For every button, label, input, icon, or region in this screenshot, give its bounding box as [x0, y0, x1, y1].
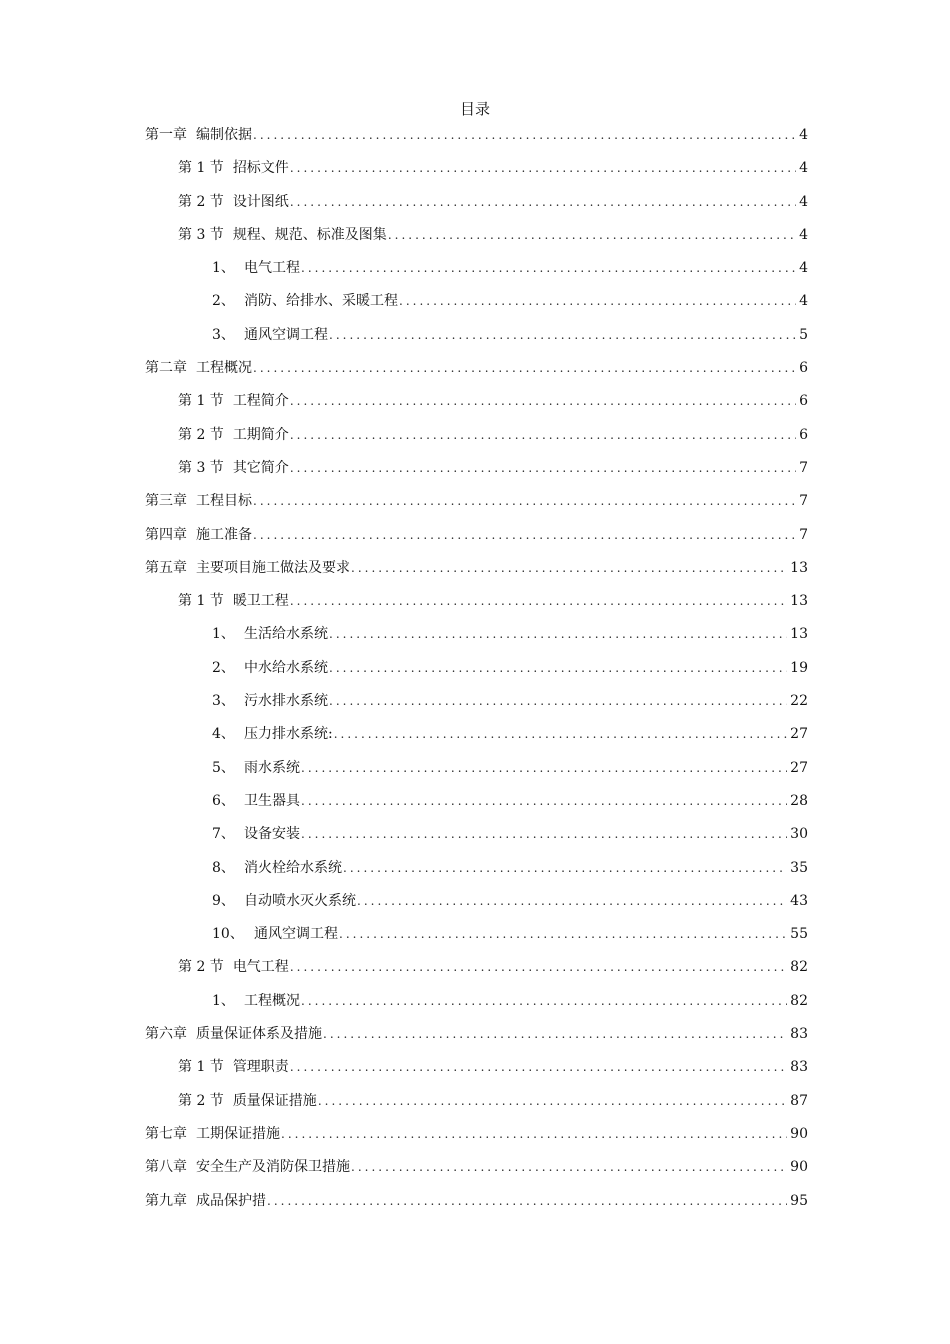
- dot-leader: [343, 857, 787, 879]
- toc-entry-title: 安全生产及消防保卫措施: [196, 1159, 350, 1176]
- toc-entry-page: 4: [799, 193, 808, 210]
- table-of-contents: [145, 122, 808, 1221]
- toc-entry-page: 87: [790, 1092, 808, 1109]
- toc-entry-title: 其它简介: [232, 459, 289, 476]
- dot-leader: [281, 1123, 787, 1145]
- toc-entry[interactable]: [145, 688, 808, 721]
- toc-entry-number: 6、: [212, 792, 235, 809]
- toc-entry[interactable]: [145, 1054, 808, 1087]
- dot-leader: [339, 923, 787, 945]
- toc-entry[interactable]: [145, 1088, 808, 1121]
- toc-entry[interactable]: [145, 721, 808, 754]
- toc-entry-title: 主要项目施工做法及要求: [196, 559, 350, 576]
- dot-leader: [290, 191, 796, 213]
- toc-entry[interactable]: [145, 455, 808, 488]
- toc-entry-number: 第八章: [145, 1159, 187, 1176]
- toc-entry-page: 27: [790, 726, 808, 743]
- toc-entry-title: 工程概况: [196, 360, 252, 377]
- toc-entry-page: 4: [799, 293, 808, 310]
- toc-entry-page: 82: [790, 959, 808, 976]
- toc-entry-number: 1、: [212, 626, 235, 643]
- toc-entry-title: 生活给水系统: [244, 626, 328, 643]
- toc-entry-title: 消防、给排水、采暖工程: [244, 293, 398, 310]
- toc-entry-page: 13: [790, 559, 808, 576]
- toc-entry-number: 第 3 节: [178, 226, 224, 243]
- toc-entry[interactable]: [145, 821, 808, 854]
- toc-entry[interactable]: [145, 189, 808, 222]
- toc-entry[interactable]: [145, 255, 808, 288]
- toc-entry-page: 90: [790, 1125, 808, 1142]
- toc-entry-page: 7: [799, 526, 808, 543]
- dot-leader: [290, 157, 796, 179]
- toc-entry[interactable]: [145, 588, 808, 621]
- toc-entry-title: 暖卫工程: [232, 593, 289, 610]
- toc-entry-title: 成品保护措: [196, 1192, 266, 1209]
- dot-leader: [351, 557, 787, 579]
- toc-entry-number: 第七章: [145, 1125, 187, 1142]
- toc-entry-number: 第 2 节: [178, 1092, 224, 1109]
- toc-entry-page: 7: [799, 493, 808, 510]
- toc-entry-page: 82: [790, 992, 808, 1009]
- dot-leader: [329, 657, 787, 679]
- toc-entry-number: 第九章: [145, 1192, 187, 1209]
- dot-leader: [290, 457, 796, 479]
- dot-leader: [301, 757, 787, 779]
- toc-entry[interactable]: [145, 288, 808, 321]
- toc-entry[interactable]: [145, 122, 808, 155]
- toc-entry-title: 工期保证措施: [196, 1125, 280, 1142]
- toc-entry-title: 中水给水系统: [244, 659, 328, 676]
- toc-entry-page: 6: [799, 360, 808, 377]
- toc-entry[interactable]: [145, 488, 808, 521]
- dot-leader: [301, 823, 787, 845]
- toc-entry-number: 第二章: [145, 360, 187, 377]
- toc-entry[interactable]: [145, 655, 808, 688]
- toc-entry[interactable]: [145, 155, 808, 188]
- toc-entry-number: 第四章: [145, 526, 187, 543]
- dot-leader: [301, 790, 787, 812]
- dot-leader: [399, 290, 796, 312]
- dot-leader: [329, 324, 796, 346]
- toc-entry[interactable]: [145, 1121, 808, 1154]
- dot-leader: [290, 590, 787, 612]
- toc-entry-page: 35: [790, 859, 808, 876]
- toc-entry-page: 30: [790, 826, 808, 843]
- toc-entry-page: 5: [799, 326, 808, 343]
- toc-entry-number: 3、: [212, 326, 235, 343]
- toc-entry-page: 19: [790, 659, 808, 676]
- toc-entry[interactable]: [145, 855, 808, 888]
- toc-entry-title: 质量保证措施: [232, 1092, 317, 1109]
- toc-title: 目录: [459, 100, 490, 118]
- toc-entry-number: 第 3 节: [178, 459, 224, 476]
- toc-entry-title: 压力排水系统:: [244, 726, 333, 743]
- toc-entry[interactable]: [145, 921, 808, 954]
- toc-entry[interactable]: [145, 788, 808, 821]
- toc-entry[interactable]: [145, 954, 808, 987]
- toc-entry-title: 招标文件: [232, 160, 289, 177]
- toc-entry-page: 4: [799, 226, 808, 243]
- dot-leader: [334, 723, 787, 745]
- toc-entry-page: 83: [790, 1059, 808, 1076]
- toc-entry-number: 第 2 节: [178, 193, 224, 210]
- toc-entry-page: 83: [790, 1026, 808, 1043]
- dot-leader: [329, 690, 787, 712]
- toc-entry-number: 第 2 节: [178, 426, 224, 443]
- toc-entry[interactable]: [145, 522, 808, 555]
- toc-entry[interactable]: [145, 1154, 808, 1187]
- toc-entry-title: 施工准备: [196, 526, 252, 543]
- toc-entry-title: 雨水系统: [244, 759, 300, 776]
- toc-entry-number: 1、: [212, 260, 235, 277]
- toc-entry-title: 消火栓给水系统: [244, 859, 342, 876]
- dot-leader: [253, 124, 796, 146]
- toc-entry-number: 9、: [212, 892, 235, 909]
- toc-entry-number: 7、: [212, 826, 235, 843]
- toc-entry-number: 第 1 节: [178, 1059, 224, 1076]
- dot-leader: [301, 257, 796, 279]
- toc-entry-title: 规程、规范、标准及图集: [232, 226, 387, 243]
- toc-entry-number: 3、: [212, 693, 235, 710]
- toc-entry-page: 28: [790, 792, 808, 809]
- toc-entry-title: 通风空调工程: [244, 326, 328, 343]
- toc-entry-page: 7: [799, 459, 808, 476]
- toc-entry-title: 工程概况: [244, 992, 300, 1009]
- toc-entry-title: 卫生器具: [244, 792, 300, 809]
- toc-entry[interactable]: [145, 888, 808, 921]
- toc-entry-number: 第六章: [145, 1026, 187, 1043]
- dot-leader: [253, 357, 796, 379]
- toc-entry-title: 工期简介: [232, 426, 289, 443]
- toc-entry-number: 第五章: [145, 559, 187, 576]
- toc-entry-title: 设备安装: [244, 826, 300, 843]
- toc-entry-title: 设计图纸: [232, 193, 289, 210]
- dot-leader: [290, 956, 787, 978]
- toc-entry-number: 8、: [212, 859, 235, 876]
- toc-entry[interactable]: [145, 422, 808, 455]
- toc-entry-title: 编制依据: [196, 127, 252, 143]
- toc-entry-page: 4: [799, 160, 808, 177]
- toc-entry-title: 污水排水系统: [244, 693, 328, 710]
- toc-entry-title: 工程简介: [232, 393, 289, 410]
- dot-leader: [351, 1156, 787, 1178]
- dot-leader: [301, 990, 787, 1012]
- toc-entry-page: 4: [799, 260, 808, 277]
- toc-entry[interactable]: [145, 988, 808, 1021]
- toc-entry[interactable]: [145, 222, 808, 255]
- toc-entry[interactable]: [145, 621, 808, 654]
- dot-leader: [357, 890, 787, 912]
- toc-entry-number: 第三章: [145, 493, 187, 510]
- toc-entry-number: 4、: [212, 726, 235, 743]
- toc-entry-title: 工程目标: [196, 493, 252, 510]
- dot-leader: [388, 224, 796, 246]
- toc-entry-page: 90: [790, 1159, 808, 1176]
- toc-entry-page: 4: [799, 127, 808, 143]
- toc-entry-number: 5、: [212, 759, 235, 776]
- toc-entry[interactable]: [145, 355, 808, 388]
- toc-entry-number: 第 1 节: [178, 160, 224, 177]
- dot-leader: [253, 490, 796, 512]
- toc-entry-number: 2、: [212, 293, 235, 310]
- dot-leader: [290, 1056, 787, 1078]
- dot-leader: [290, 390, 796, 412]
- toc-entry-number: 第 1 节: [178, 593, 224, 610]
- toc-entry-page: 13: [790, 626, 808, 643]
- toc-entry-title: 通风空调工程: [254, 926, 338, 943]
- toc-entry[interactable]: [145, 555, 808, 588]
- toc-entry-title: 自动喷水灭火系统: [244, 892, 356, 909]
- dot-leader: [329, 623, 787, 645]
- toc-entry[interactable]: [145, 755, 808, 788]
- toc-entry-number: 第 1 节: [178, 393, 224, 410]
- toc-entry-page: 13: [790, 593, 808, 610]
- toc-entry-page: 6: [799, 393, 808, 410]
- toc-entry-page: 95: [790, 1192, 808, 1209]
- toc-entry-number: 第 2 节: [178, 959, 224, 976]
- toc-entry[interactable]: [145, 388, 808, 421]
- dot-leader: [290, 424, 796, 446]
- toc-entry-page: 55: [790, 926, 808, 943]
- toc-entry[interactable]: [145, 322, 808, 355]
- dot-leader: [318, 1090, 787, 1112]
- toc-entry-page: 27: [790, 759, 808, 776]
- toc-entry-number: 1、: [212, 992, 235, 1009]
- toc-entry-title: 管理职责: [232, 1059, 289, 1076]
- toc-entry[interactable]: [145, 1021, 808, 1054]
- toc-entry-page: 43: [790, 892, 808, 909]
- dot-leader: [253, 524, 796, 546]
- toc-entry-number: 10、: [212, 926, 244, 943]
- toc-entry-title: 质量保证体系及措施: [196, 1026, 322, 1043]
- toc-entry-title: 电气工程: [244, 260, 300, 277]
- dot-leader: [267, 1190, 787, 1212]
- toc-entry-page: 6: [799, 426, 808, 443]
- toc-entry-page: 22: [790, 693, 808, 710]
- toc-entry-title: 电气工程: [232, 959, 289, 976]
- dot-leader: [323, 1023, 787, 1045]
- toc-entry-number: 2、: [212, 659, 235, 676]
- toc-entry[interactable]: [145, 1188, 808, 1221]
- toc-entry-number: 第一章: [145, 127, 187, 143]
